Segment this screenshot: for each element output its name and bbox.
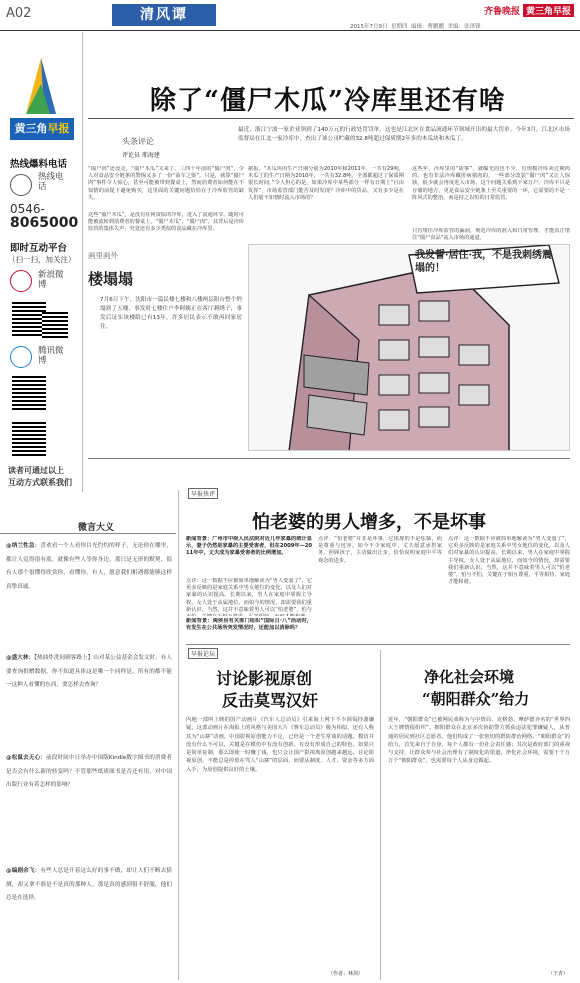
platform-title: 即时互动平台	[10, 243, 68, 254]
weiwen-user-3[interactable]: @松鼠去无心：	[6, 755, 47, 761]
building-collapse-cartoon	[249, 245, 570, 451]
weiwen-item-3	[6, 752, 172, 852]
movie-author: （作者：林剑）	[328, 971, 364, 977]
design-label: 美编：	[447, 24, 465, 30]
hotline-label: 热线电话	[38, 172, 64, 192]
weibo-icon	[10, 270, 32, 292]
commentary-p3: 据报，“木瓜块的生产日期分别为2010年和2011年，一共有29吨，木瓜丁的生产日期为2010年，一共有32.8吨，全部都超过了保质期很长时间。”令人担心的是，如果冷库中某些部分一样有日期上“自由发挥”，市场监管部门能否及时发现？冷库中的货品，又有多少是在人们毫不知情时流入市场的？	[248, 166, 404, 201]
weiwen-title: 微言大义	[78, 523, 115, 533]
page-header	[0, 0, 580, 28]
mother-comment-1: 点评：这一数据不应被简单地解读为“男人变弱了”，它更多反映的是家庭关系中男女地位的变化，以及人们对家暴的认识提高。长期以来，男人在家庭中掌握主导权，女人处于从属地位，而如今的情况，却需要我们重新认识。当然，这并不意味着男人可以“怕老婆”，怕与	[186, 578, 312, 613]
chaoyang-body: 近年，“朝阳群众”已被网民戏称为与中情局、克格勃、摩萨德齐名的“世界四大王牌情报组织”。朝阳群众在北京多次协助警方抓获违法犯罪嫌疑人，从普通的居民到社区志愿者，他们构成了一张密切的群防群治网络。“朝阳群众”的给力，首先来自于自身，每个人都有一份社会责任感；其次是政府部门的重视与支持，让群众参与社会治理有了制度化的渠道。净化社会环境，需要千千万万个“朝阳群众”，也需要每个人从身边做起。	[388, 717, 570, 765]
movie-title-2: 反击莫骂汉奸	[222, 691, 319, 710]
paper-name: 齐鲁晚报	[483, 7, 520, 17]
mother-comment-2: 点评：“怕老婆”并非是坏事，它体现的不是怯懦，而是尊重与包容。如今不少家庭中，丈夫愿意承担家务、照顾孩子，主动做出让步，恰恰说明家庭中平等观念的进步。	[318, 536, 442, 564]
painting-body: 7月6日下午，沈阳市一篇民楼七楼和八楼两层阳台整个坍塌到了五楼，事发时七楼住户李阿姨正在客厅刺绣子，事发后证实该楼龄已有13年，许多居民表示不敢再回家居住。	[100, 297, 242, 330]
headline: 除了“僵尸木瓜”冷库里还有啥	[150, 86, 506, 116]
masthead	[484, 4, 574, 17]
section-banner: 清风谭	[112, 4, 216, 26]
brand-text: 黄三角	[14, 122, 48, 135]
cartoon-speech-bubble: 我发誓·居住·我，不是我刺绣震塌的！	[415, 250, 552, 274]
weiwen-divider	[178, 490, 179, 980]
weiwen-header	[0, 520, 176, 534]
header-rule	[0, 30, 580, 31]
tencent-weibo-icon	[10, 346, 32, 368]
weiwen-item-2	[6, 652, 172, 742]
weiwen-item-4	[6, 865, 172, 975]
qr-code-tencent	[12, 376, 46, 410]
weiwen-text-2: 【热油炸洗间刺客路上】山对某公益基金会发文时，有人要查询捐赠数据，你不知道具体这是哪一个同样是，所有的都不能一这种人看懂的东西，要怎样去查询？	[6, 655, 172, 688]
phone-icon	[10, 174, 32, 196]
commentary-p5: 只有堵住冷库监管的漏洞，规范冷库的准入和日常管理，才能真正堵住“僵尸食品”流入市场的通道。	[412, 228, 570, 242]
chaoyang-title-2: “朝阳群众”给力	[422, 690, 530, 708]
qr-code-app	[42, 312, 68, 338]
weiwen-item-1	[6, 540, 172, 640]
movie-column-label: 早报论坛	[188, 648, 218, 659]
sidebar-brand	[10, 118, 74, 140]
issue-meta	[350, 22, 481, 30]
painting-title: 楼塌塌	[88, 270, 134, 288]
edition-name: 黄三角早报	[523, 4, 574, 17]
phone-prefix: 0546-	[10, 202, 45, 216]
sidebar	[0, 30, 82, 490]
lower-rule	[186, 644, 570, 645]
cartoon-illustration	[248, 244, 570, 451]
sidebar-divider	[82, 32, 83, 492]
qr-code-weibo	[12, 302, 46, 336]
weiwen-text-4: 有些人总是开着这么好的事不做，却让人们不断去猜测，却又拿不准是不是真的那种人。那是真的感到很不舒服，他们总是在选择。	[6, 868, 172, 901]
weibo-label: 新浪微博	[38, 270, 64, 290]
issue-date: 2015年7月9日	[350, 24, 388, 30]
mother-background-1: 新闻背景：广州市中级人民法院对近几年家暴的统计显示，妻子仍然是家暴的主要受害者，但在2009年—2011年中，丈夫成为家暴受害者的比例增加。	[186, 536, 312, 557]
weiwen-text-1: 喜欢看一个人看你目光灼灼的样子，无论你在哪里，都让人觉得很有底。就像有些人等你身边，那只是无形的默契，很有人那个很懂得欣赏你、看懂你。有人，愿意我们相遇都能够这样真挚真诚。	[6, 543, 172, 590]
headline-rule	[88, 118, 574, 119]
commentary-author: 评论员 邢海建	[122, 152, 160, 159]
mother-title: 怕老婆的男人增多，不是坏事	[252, 512, 486, 533]
platform-subtitle: （扫一扫，加关注）	[8, 255, 76, 264]
brand-accent: 早报	[47, 122, 70, 135]
commentary-p4: 这些年，冷库里的“故事”，就曝光的也不少，有规模冷库卖过期肉的，也有非法冷库藏匿病猪肉的，一些部分改装“僵尸肉”又让人惊骇，很少就会再度进入市场，这个问题关系到千家万户。冷库不只是存储的地方，更是食品安全链条上至关重要的一环，它需要的不是一阵风式的整治，而是持之以恒的日常监管。	[412, 166, 570, 201]
editor-name: 曹鹏鹏	[427, 24, 445, 30]
weiwen-user-1[interactable]: @纳兰性急：	[6, 543, 41, 549]
commentary-p1: “僵尸肉”还没走，“僵尸木瓜”又来了。三四十年前的“僵尸肉”，令人对食品安全链条的警惕又多了一份“前车之鉴”。只是，就算“僵尸肉”事件令人惊心，甚至可能被带到餐桌上，然而消费者如何能在不知情的前提下避免购买，这里面的关键问题恰恰在于冷库监管的缺失。	[88, 166, 244, 201]
mother-background-2: 新闻背景：闽侯县有关部门组织“国际日·八”活动时，有发生在公共场所突发情况时，还能加以消除吗？	[186, 618, 312, 632]
chaoyang-title-1: 净化社会环境	[424, 668, 515, 686]
design-name: 张泽锋	[464, 24, 481, 30]
hotline-title: 热线爆料电话	[10, 159, 68, 170]
lower-divider	[380, 650, 381, 980]
painting-column-label: 画里画外	[88, 251, 118, 260]
mother-column-label: 早报快评	[188, 488, 218, 499]
movie-title-1: 讨论影视原创	[216, 669, 313, 688]
commentary-column-label: 头条评论	[122, 137, 154, 146]
commentary-p2: 这些“僵尸木瓜”，是没有任何资质的冷库，进入了流通环节，随时可能被流转到消费者的餐桌上，“僵尸木瓜”，“僵尸肉”，其背后是冷库监管的集体失声，究竟还有多少类似的食品藏在冷库里。	[88, 212, 244, 233]
paper-logo-icon	[20, 56, 62, 116]
qr-code-wechat	[12, 422, 46, 456]
chaoyang-author: （王青）	[548, 971, 569, 977]
phone-number[interactable]: 8065000	[10, 215, 79, 231]
tencent-weibo-label: 腾讯微博	[38, 346, 64, 366]
weiwen-list	[6, 540, 172, 980]
editor-label: 编辑：	[411, 24, 428, 30]
reader-line-1: 读者可通过以上	[8, 466, 64, 475]
weiwen-text-3: 前段时间中日举办中国版Kindle数字图书的消费者是否会有什么新的转变吗？不管那些纸质图书是否还有用，对中国出版行业有着怎样的影响？	[6, 755, 172, 788]
page-number: A02	[6, 6, 32, 21]
movie-body: 内地一部叫上映的国产动画片《汽车人总动员》引来海上网下不少调侃抄袭嫌疑。这部动画片在海报上的风格与美国大片《赛车总动员》极为相似，还有人称其为“山寨”动画。中国影视原创能力不足，已经是一个老生常谈的话题。模仿并没有什么不可以，关键是在模仿中有没有创新，有没有形成自己的特色。如果只是简单复制，那么即使一时赚了钱，也只会让国产影视离原创越来越远。讨论影视原创，不能总是停留在骂人“山寨”的层面，而要从制度、人才、资金等多方面入手，为原创提供良好的土壤。	[186, 717, 374, 773]
issue-weekday: 星期四	[391, 24, 408, 30]
weiwen-user-2[interactable]: @盛大林：	[6, 655, 35, 661]
mid-rule	[88, 458, 570, 459]
reader-line-2: 互动方式联系我们	[8, 478, 72, 487]
weiwen-user-4[interactable]: @编剧余飞：	[6, 868, 41, 874]
mother-comment-1-cont: 点评：这一数据不应被简单地解读为“男人变弱了”，它更多反映的是家庭关系中男女地位的变化，以及人们对家暴的认识提高。长期以来，男人在家庭中掌握主导权，女人处于从属地位，而如今的情况，却需要我们重新认识。当然，这并不意味着男人可以“怕老婆”，怕与不怕，关键在于相互尊重，平等相待，家庭才能和谐。	[448, 536, 570, 586]
commentary-lede: 最近，浙江宁波一家企业领到了140万元的行政处罚罚单，这也是江北区在食品流通环节领域开出的最大罚单。今年3月，江北区市场监督局在江北一家冷库中，查出了该公司贮藏的32.8吨超过保质期2年多的木瓜块和木瓜丁。	[238, 127, 570, 142]
